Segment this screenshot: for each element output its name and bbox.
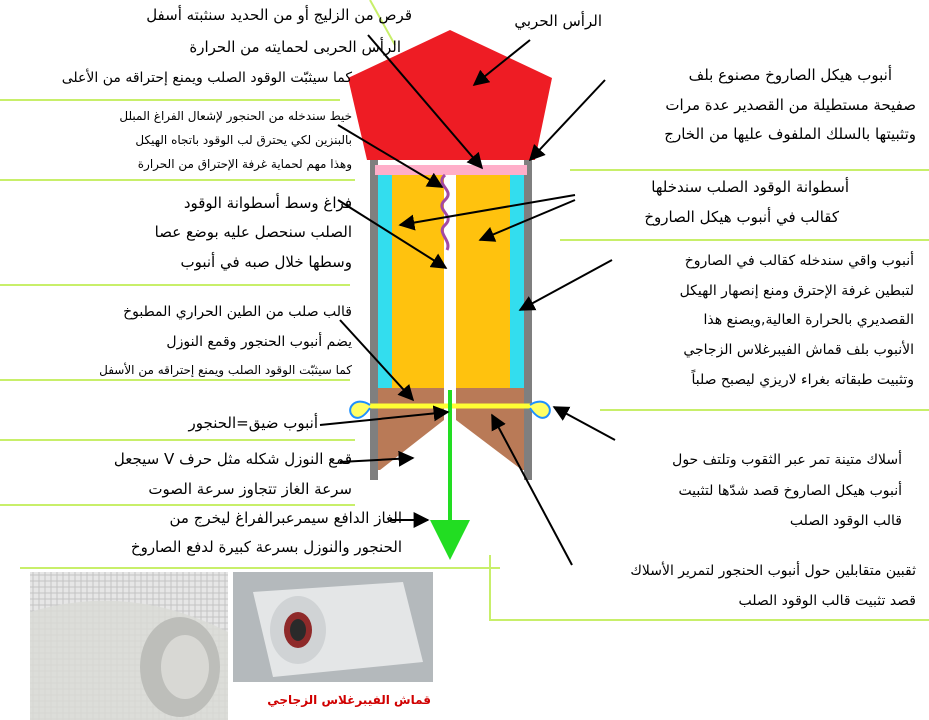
fiberglass-roll-photo-1 — [30, 572, 228, 720]
label-nozzle-2: سرعة الغاز تتجاوز سرعة الصوت — [148, 480, 352, 498]
wire-loop-right — [530, 402, 550, 418]
label-body-tube-1: أنبوب هيكل الصاروخ مصنوع بلف — [688, 66, 892, 84]
label-clay-mold-2: يضم أنبوب الحنجور وقمع النوزل — [166, 334, 352, 350]
rocket-body — [348, 30, 552, 560]
label-cavity-1: فراغ وسط أسطوانة الوقود — [183, 194, 352, 212]
label-liner-3: القصديري بالحرارة العالية,ويصنع هذا — [703, 312, 914, 328]
label-liner-5: وتثبيت طبقاته بغراء لاريزي ليصبح صلباً — [691, 372, 914, 388]
central-cavity — [444, 170, 456, 388]
label-tile-disc-2: الرأس الحربى لحمايته من الحرارة — [189, 38, 401, 56]
label-wires-2: أنبوب هيكل الصاروخ قصد شدّها لتثبيت — [678, 483, 902, 499]
label-liner-1: أنبوب واقي سندخله كقالب في الصاروخ — [684, 253, 914, 269]
label-fuse-1: خيط سندخله من الحنجور لإشعال الفراغ المبلل — [119, 109, 352, 123]
label-body-tube-2: صفيحة مستطيلة من القصدير عدة مرات — [665, 96, 916, 114]
label-wires-1: أسلاك متينة تمر عبر الثقوب وتلتف حول — [672, 452, 902, 468]
label-tile-disc-1: قرص من الزليج أو من الحديد سنثبته أسفل — [146, 6, 412, 24]
label-liner-2: لتبطين غرفة الإحترق ومنع إنصهار الهيكل — [679, 283, 914, 299]
label-fuse-3: وهذا مهم لحماية غرفة الإحتراق من الحرارة — [137, 157, 352, 171]
wire-loop-left — [350, 402, 370, 418]
label-fuel-cylinder-2: كقالب في أنبوب هيكل الصاروخ — [644, 208, 839, 226]
label-fuse-2: بالبنزين لكي يحترق لب الوقود باتجاه الهيكل — [135, 133, 352, 147]
label-throat: أنبوب ضيق=الحنجور — [188, 414, 318, 432]
liner-left — [378, 170, 392, 388]
label-fuel-cylinder-1: أسطوانة الوقود الصلب سندخلها — [651, 178, 849, 196]
exhaust-arrow — [430, 520, 470, 560]
label-cavity-3: وسطها خلال صبه في أنبوب — [180, 253, 352, 271]
label-body-tube-3: وتثبيتها بالسلك الملفوف عليها من الخارج — [664, 125, 916, 143]
fabric-caption: قماش الفيبرغلاس الزجاجي — [267, 693, 431, 707]
label-clay-mold-1: قالب صلب من الطين الحراري المطبوخ — [123, 304, 352, 320]
tile-disc — [375, 165, 527, 175]
label-nozzle-1: قمع النوزل شكله مثل حرف V سيجعل — [113, 450, 352, 468]
label-holes-2: قصد تثبيت قالب الوقود الصلب — [738, 593, 916, 609]
label-warhead: الرأس الحربي — [514, 12, 602, 30]
label-cavity-2: الصلب سنحصل عليه بوضع عصا — [154, 223, 352, 241]
label-wires-3: قالب الوقود الصلب — [789, 513, 902, 529]
label-tile-disc-3: كما سيثبّت الوقود الصلب ويمنع إحتراقه من الأعلى — [61, 70, 352, 86]
label-holes-1: ثقبين متقابلين حول أنبوب الحنجور لتمرير الأسلاك — [630, 563, 916, 579]
casing-left — [370, 130, 378, 480]
liner-right — [510, 170, 524, 388]
label-liner-4: الأنبوب بلف قماش الفيبرغلاس الزجاجي — [683, 342, 914, 358]
label-clay-mold-3: كما سيثبّت الوقود الصلب ويمنع إحتراقه من الأسفل — [99, 363, 352, 377]
fiberglass-roll-photo-2 — [233, 572, 433, 682]
label-exhaust-2: الحنجور والنوزل بسرعة كبيرة لدفع الصاروخ — [130, 538, 402, 556]
label-exhaust-1: الغاز الدافع سيمرعبرالفراغ ليخرج من — [169, 509, 402, 527]
